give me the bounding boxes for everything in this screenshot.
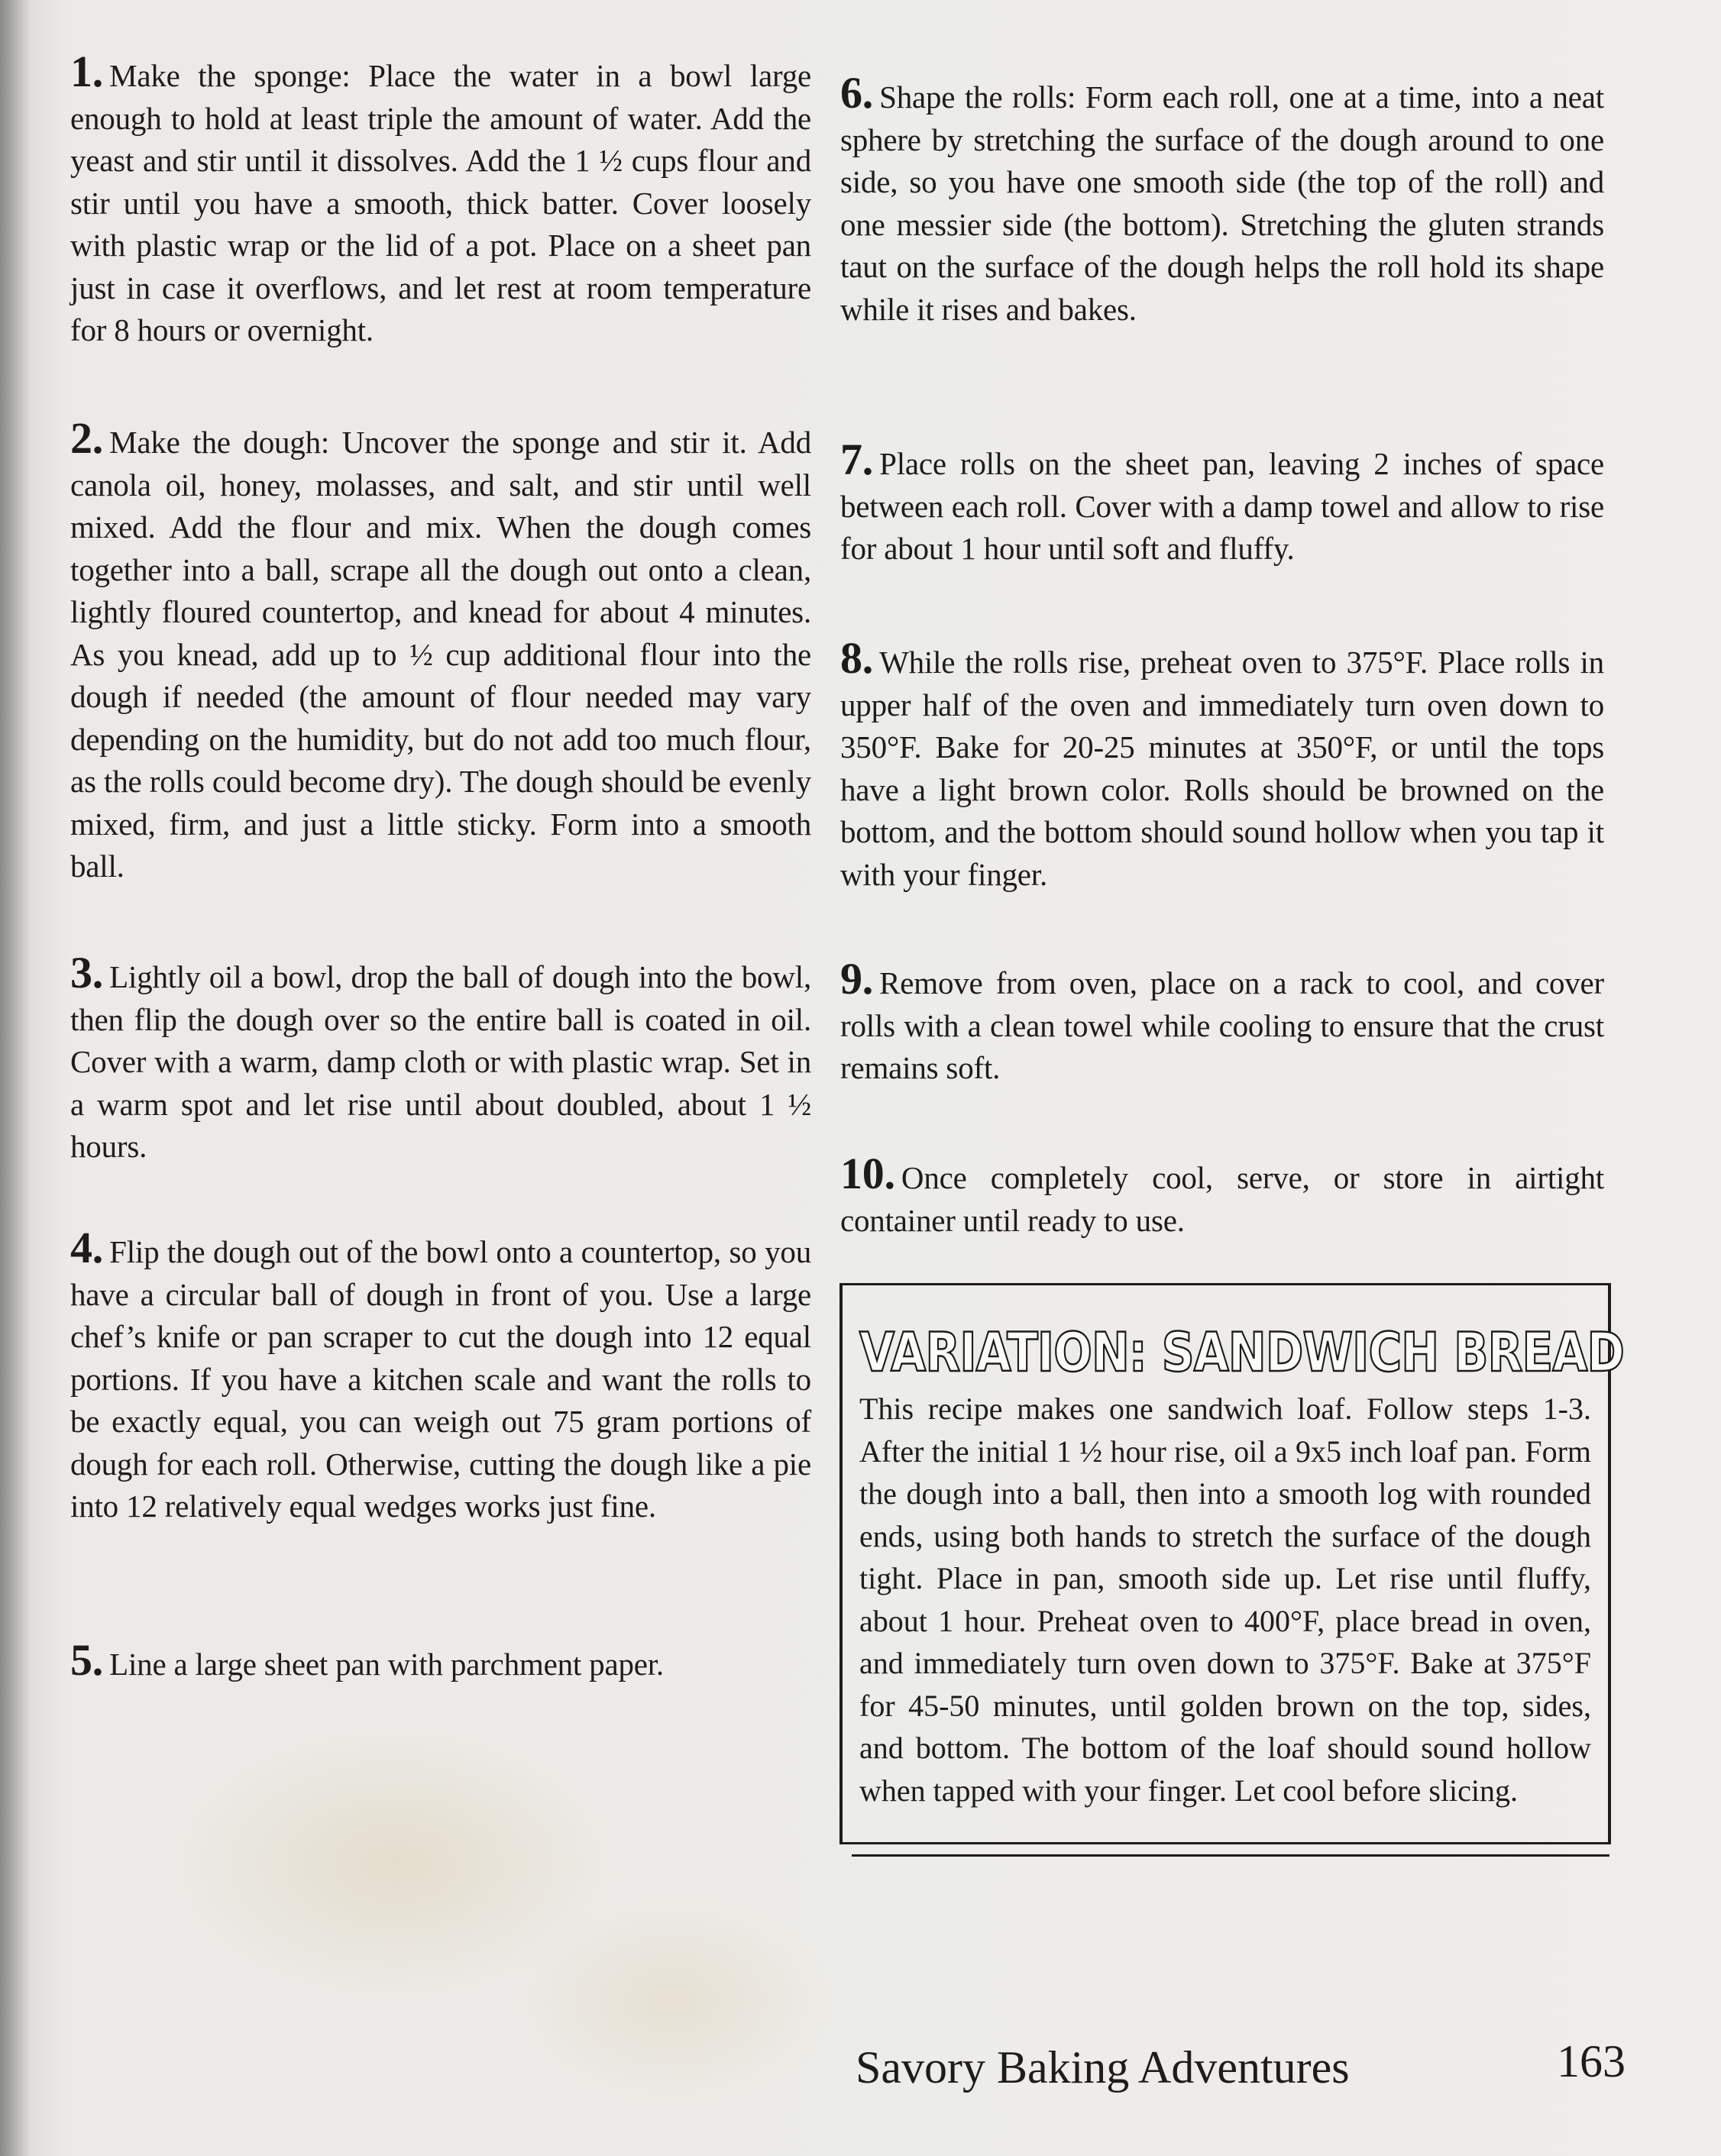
step-text: Lightly oil a bowl, drop the ball of dough into the bowl, then flip the dough over so the entire ball is coated in oil. Cover with a warm, damp cloth or with plastic wrap. Set in a warm spot and let rise until about doubled, about 1 ½ hours. (70, 959, 811, 1164)
page-number: 163 (1557, 2036, 1626, 2087)
step-text: Make the dough: Uncover the sponge and stir it. Add canola oil, honey, molasses, and salt, and stir until well mixed. Add the flour and mix. When the dough comes together into a ball, scrape all the dough out onto a clean, lightly floured countertop, and knead for about 4 minutes. As you knead, add up to ½ cup additional flour into the dough if needed (the amount of flour needed may vary depending on the humidity, but do not add too much flour, as the rolls could become dry). The dough should be evenly mixed, firm, and just a little sticky. Form into a smooth ball. (70, 425, 811, 884)
spine-shadow (0, 0, 31, 2156)
step-number: 7. (840, 435, 874, 484)
variation-body: This recipe makes one sandwich loaf. Follow steps 1-3. After the initial 1 ½ hour rise, oil a 9x5 inch loaf pan. Form the dough into a ball, then into a smooth log with rounded ends, using both hands to stretch the surface of the dough tight. Place in pan, smooth side up. Let rise until fluffy, about 1 hour. Preheat oven to 400°F, place bread in oven, and immediately turn oven down to 375°F. Bake at 375°F for 45-50 minutes, until golden brown on the top, sides, and bottom. The bottom of the loaf should sound hollow when tapped with your finger. Let cool before slicing. (859, 1392, 1591, 1808)
step-number: 8. (840, 633, 874, 683)
step-text: Place rolls on the sheet pan, leaving 2 inches of space between each roll. Cover with a damp towel and allow to rise for about 1 hour until soft and fluffy. (840, 446, 1604, 566)
step-number: 3. (70, 948, 104, 997)
step-2 (70, 413, 811, 888)
step-text: Once completely cool, serve, or store in airtight container until ready to use. (840, 1160, 1604, 1238)
step-number: 4. (70, 1223, 104, 1272)
step-5 (70, 1635, 664, 1686)
step-number: 1. (70, 47, 104, 96)
step-number: 10. (840, 1149, 895, 1198)
step-4 (70, 1223, 811, 1528)
step-text: While the rolls rise, preheat oven to 375°F. Place rolls in upper half of the oven and immediately turn oven down to 350°F. Bake for 20-25 minutes at 350°F, or until the tops have a light brown color. Rolls should be browned on the bottom, and the bottom should sound hollow when you tap it with your finger. (840, 645, 1604, 892)
step-text: Shape the rolls: Form each roll, one at a time, into a neat sphere by stretching the surface of the dough around to one side, so you have one smooth side (the top of the roll) and one messier side (the bottom). Stretching the gluten strands taut on the surface of the dough helps the roll hold its shape while it rises and bakes. (840, 79, 1604, 327)
step-number: 9. (840, 954, 874, 1004)
step-6 (840, 68, 1604, 331)
footer-book-title: Savory Baking Adventures (856, 2042, 1350, 2093)
variation-box (840, 1283, 1625, 1844)
step-number: 5. (70, 1635, 104, 1685)
variation-bottom-rule (852, 1854, 1609, 1857)
step-8 (840, 633, 1604, 896)
step-text: Make the sponge: Place the water in a bowl large enough to hold at least triple the amount of water. Add the yeast and stir until it dissolves. Add the 1 ½ cups flour and stir until you have a smooth, thick batter. Cover loosely with plastic wrap or the lid of a pot. Place on a sheet pan just in case it overflows, and let rest at room temperature for 8 hours or overnight. (70, 58, 811, 347)
step-number: 2. (70, 413, 104, 463)
step-7 (840, 435, 1604, 571)
step-text: Flip the dough out of the bowl onto a countertop, so you have a circular ball of dough in front of you. Use a large chef’s knife or pan scraper to cut the dough into 12 equal portions. If you have a kitchen scale and want the rolls to be exactly equal, you can weigh out 75 gram portions of dough for each roll. Otherwise, cutting the dough like a pie into 12 relatively equal wedges works just fine. (70, 1234, 811, 1524)
variation-title: VARIATION: SANDWICH BREAD (859, 1321, 1625, 1384)
step-text: Remove from oven, place on a rack to cool, and cover rolls with a clean towel while cooling to ensure that the crust remains soft. (840, 965, 1604, 1085)
step-1 (70, 47, 811, 352)
step-number: 6. (840, 68, 874, 118)
step-9 (840, 954, 1604, 1090)
step-3 (70, 948, 811, 1169)
step-10 (840, 1149, 1604, 1242)
step-text: Line a large sheet pan with parchment paper. (109, 1647, 664, 1682)
